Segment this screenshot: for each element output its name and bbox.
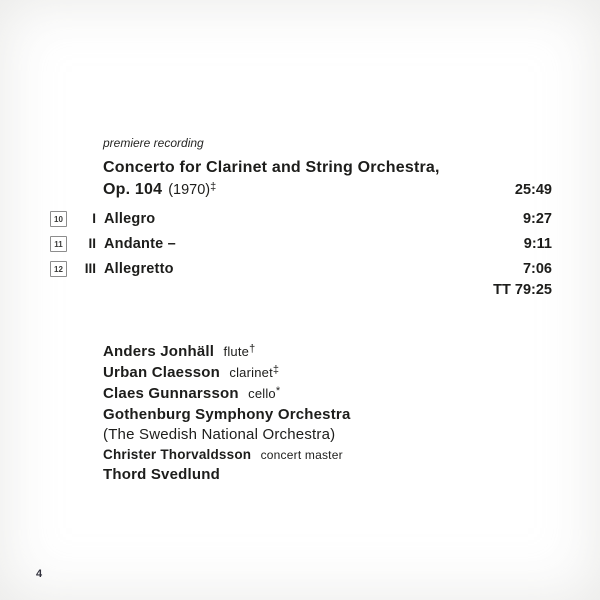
- work-footnote-marker: ‡: [210, 181, 217, 193]
- performer-line: [103, 384, 552, 405]
- performer-name: Anders Jonhäll: [103, 343, 215, 360]
- work-title: Concerto for Clarinet and String Orchestra,: [103, 159, 440, 176]
- movement-title: Andante –: [104, 236, 176, 252]
- movement-title: Allegro: [104, 211, 156, 227]
- total-time: TT 79:25: [493, 282, 552, 298]
- track-number-box: 10: [50, 211, 67, 227]
- performer-line: [103, 363, 552, 384]
- performer-line: [103, 342, 552, 363]
- track-number-box: 11: [50, 236, 67, 252]
- performer-role: clarinet: [229, 365, 273, 380]
- performer-name: Christer Thorvaldsson: [103, 447, 252, 462]
- spacer: [50, 282, 493, 298]
- performer-name: Claes Gunnarsson: [103, 385, 239, 402]
- footnote-marker: †: [249, 343, 256, 355]
- performer-role: concert master: [260, 448, 343, 462]
- footnote-marker: *: [275, 385, 281, 397]
- track-row: [50, 261, 552, 277]
- orchestra-name: Gothenburg Symphony Orchestra: [103, 406, 351, 423]
- movement-numeral: II: [88, 236, 96, 251]
- performers-section: [103, 342, 552, 485]
- footnote-marker: ‡: [272, 364, 280, 376]
- work-header: [103, 136, 552, 202]
- work-subtitle-row: [103, 179, 552, 202]
- work-year: (1970): [168, 182, 211, 198]
- page-number: 4: [36, 568, 43, 580]
- movement-numeral: I: [92, 211, 96, 226]
- conductor-name: Thord Svedlund: [103, 466, 220, 483]
- movement-numeral: III: [84, 261, 96, 276]
- total-time-row: [50, 282, 552, 298]
- performer-role: flute: [223, 344, 250, 359]
- concert-master-line: [103, 445, 552, 465]
- work-duration: 25:49: [514, 182, 552, 198]
- premiere-recording-note: premiere recording: [103, 136, 204, 150]
- tracklist-section: [50, 136, 552, 485]
- work-opus: Op. 104: [103, 181, 163, 198]
- track-row: [50, 236, 552, 252]
- track-row: [50, 211, 552, 227]
- orchestra-alt-name: (The Swedish National Orchestra): [103, 426, 336, 443]
- movement-title: Allegretto: [104, 261, 174, 277]
- track-duration: 7:06: [522, 261, 552, 277]
- track-duration: 9:11: [523, 236, 552, 252]
- performer-role: cello: [248, 386, 276, 401]
- track-duration: 9:27: [522, 211, 552, 227]
- track-number-box: 12: [50, 261, 67, 277]
- performer-name: Urban Claesson: [103, 364, 220, 381]
